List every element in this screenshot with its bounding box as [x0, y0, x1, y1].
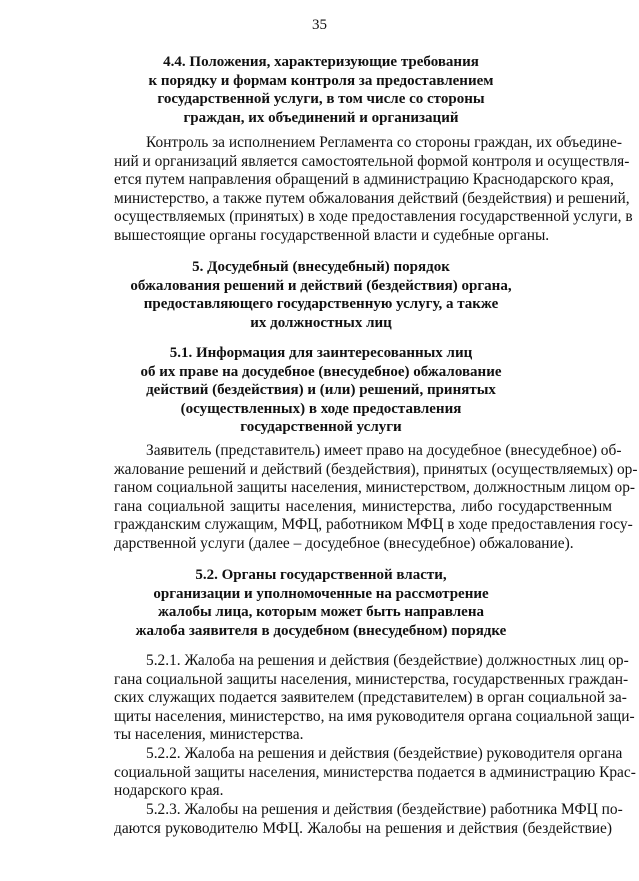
section-5-1-heading [96, 344, 546, 437]
paragraph-line: ских служащих подается заявителем (представителем) в орган социальной за- [114, 689, 627, 707]
paragraph-line: Заявитель (представитель) имеет право на досудебное (внесудебное) об- [146, 442, 622, 459]
paragraph-line: 5.2.1. Жалоба на решения и действия (бездействие) должностных лиц ор- [146, 652, 629, 669]
heading-line: организации и уполномоченные на рассмотрение [153, 585, 489, 602]
paragraph-line: нодарского края. [114, 782, 224, 800]
paragraph-line: осуществляемых (принятых) в ходе предоставления государственной услуги, в [114, 208, 633, 226]
heading-line: к порядку и формам контроля за предоставлением [148, 72, 494, 89]
paragraph-line: даются руководителю МФЦ. Жалобы на решения и действия (бездействие) [114, 819, 612, 837]
section-4-4-heading [96, 53, 546, 127]
heading-line: их должностных лиц [250, 314, 392, 331]
heading-line: действий (бездействия) и (или) решений, принятых [146, 382, 496, 398]
paragraph-line: ты населения, министерства. [114, 726, 304, 744]
section-5-1-paragraph [114, 442, 638, 554]
heading-line: жалобы лица, которым может быть направлена [158, 604, 484, 620]
paragraph-line: гана социальной защиты населения, министерства, либо государственным [114, 497, 612, 515]
section-5-2-2-paragraph [114, 745, 636, 801]
paragraph-line: ется путем направления обращений в администрацию Краснодарского края, [114, 171, 614, 189]
paragraph-line: ний и организаций является самостоятельной формой контроля и осуществля- [114, 152, 630, 170]
paragraph-line: вышестоящие органы государственной власти и судебные органы. [114, 226, 550, 244]
paragraph-line: гана социальной защиты населения, министерства, государственных граждан- [114, 670, 629, 688]
paragraph-line: щиты населения, министерство, на имя руководителя органа социальной защи- [114, 707, 635, 725]
heading-line: государственной услуги, в том числе со стороны [157, 91, 485, 107]
paragraph-line: 5.2.3. Жалобы на решения и действия (бездействие) работника МФЦ по- [146, 801, 623, 818]
heading-line: 5.2. Органы государственной власти, [195, 567, 447, 583]
paragraph-line: 5.2.2. Жалоба на решения и действия (бездействие) руководителя органа [146, 745, 623, 762]
paragraph-line: ганом социальной защиты населения, министерством, должностным лицом ор- [114, 479, 636, 497]
heading-line: об их праве на досудебное (внесудебное) обжалование [140, 363, 502, 380]
section-4-4-paragraph [114, 134, 633, 246]
heading-line: жалоба заявителя в досудебном (внесудебном) порядке [135, 622, 507, 639]
heading-line: государственной услуги [240, 419, 402, 435]
heading-line: (осуществленных) в ходе предоставления [180, 400, 462, 417]
heading-line: граждан, их объединений и организаций [183, 109, 459, 126]
paragraph-line: социальной защиты населения, министерства подается в администрацию Крас- [114, 763, 636, 781]
paragraph-line: министерство, а также путем обжалования действий (бездействия) и решений, [114, 189, 630, 207]
section-5-2-1-paragraph [114, 652, 635, 745]
heading-line: обжалования решений и действий (бездействия) органа, [130, 277, 512, 294]
paragraph-line: дарственной услуги (далее – досудебное (внесудебное) обжалование). [114, 534, 574, 552]
heading-line: 5. Досудебный (внесудебный) порядок [192, 259, 450, 275]
heading-line: предоставляющего государственную услугу, а также [143, 296, 499, 312]
section-5-2-3-paragraph [114, 801, 623, 838]
paragraph-line: гражданским служащим, МФЦ, работником МФЦ в ходе предоставления госу- [114, 516, 633, 534]
section-5-heading [96, 258, 546, 332]
section-5-2-heading [96, 566, 546, 640]
paragraph-line: Контроль за исполнением Регламента со стороны граждан, их объедине- [146, 134, 622, 151]
page-number: 35 [312, 17, 327, 33]
heading-line: 5.1. Информация для заинтересованных лиц [169, 345, 473, 361]
heading-line: 4.4. Положения, характеризующие требования [163, 54, 479, 70]
paragraph-line: жалование решений и действий (бездействия), принятых (осуществляемых) ор- [114, 460, 638, 478]
